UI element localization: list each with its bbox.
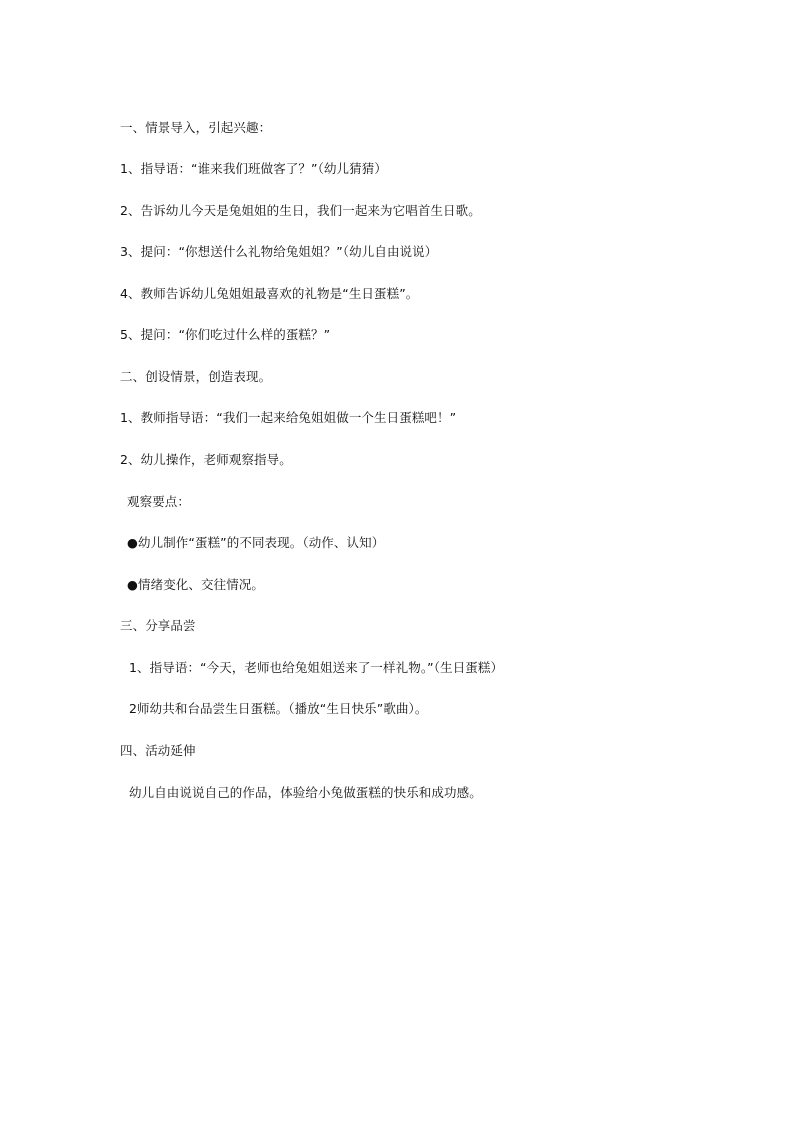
paragraph: 2师幼共和台品尝生日蛋糕。（播放“生日快乐”歌曲）。: [129, 701, 428, 716]
paragraph: 2、幼儿操作，老师观察指导。: [120, 452, 292, 467]
bullet-item: ●幼儿制作“蛋糕”的不同表现。（动作、认知）: [127, 535, 385, 550]
paragraph: 1、教师指导语：“我们一起来给兔姐姐做一个生日蛋糕吧！”: [120, 410, 457, 425]
section-heading-2: 二、创设情景，创造表现。: [120, 369, 272, 384]
section-heading-1: 一、情景导入，引起兴趣：: [120, 120, 272, 135]
paragraph: 幼儿自由说说自己的作品，体验给小兔做蛋糕的快乐和成功感。: [129, 785, 482, 800]
paragraph: 4、教师告诉幼儿兔姐姐最喜欢的礼物是“生日蛋糕”。: [120, 286, 419, 301]
section-heading-4: 四、活动延伸: [120, 743, 196, 758]
paragraph: 3、提问：“你想送什么礼物给兔姐姐？”（幼儿自由说说）: [120, 244, 438, 259]
bullet-item: ●情绪变化、交往情况。: [127, 577, 265, 592]
paragraph: 1、指导语：“今天，老师也给兔姐姐送来了一样礼物。”（生日蛋糕）: [129, 660, 504, 675]
paragraph: 2、告诉幼儿今天是兔姐姐的生日，我们一起来为它唱首生日歌。: [120, 203, 481, 218]
paragraph: 1、指导语：“谁来我们班做客了？”（幼儿猜猜）: [120, 161, 387, 176]
paragraph: 观察要点：: [127, 494, 191, 509]
paragraph: 5、提问：“你们吃过什么样的蛋糕？”: [120, 327, 331, 342]
section-heading-3: 三、分享品尝: [120, 618, 196, 633]
